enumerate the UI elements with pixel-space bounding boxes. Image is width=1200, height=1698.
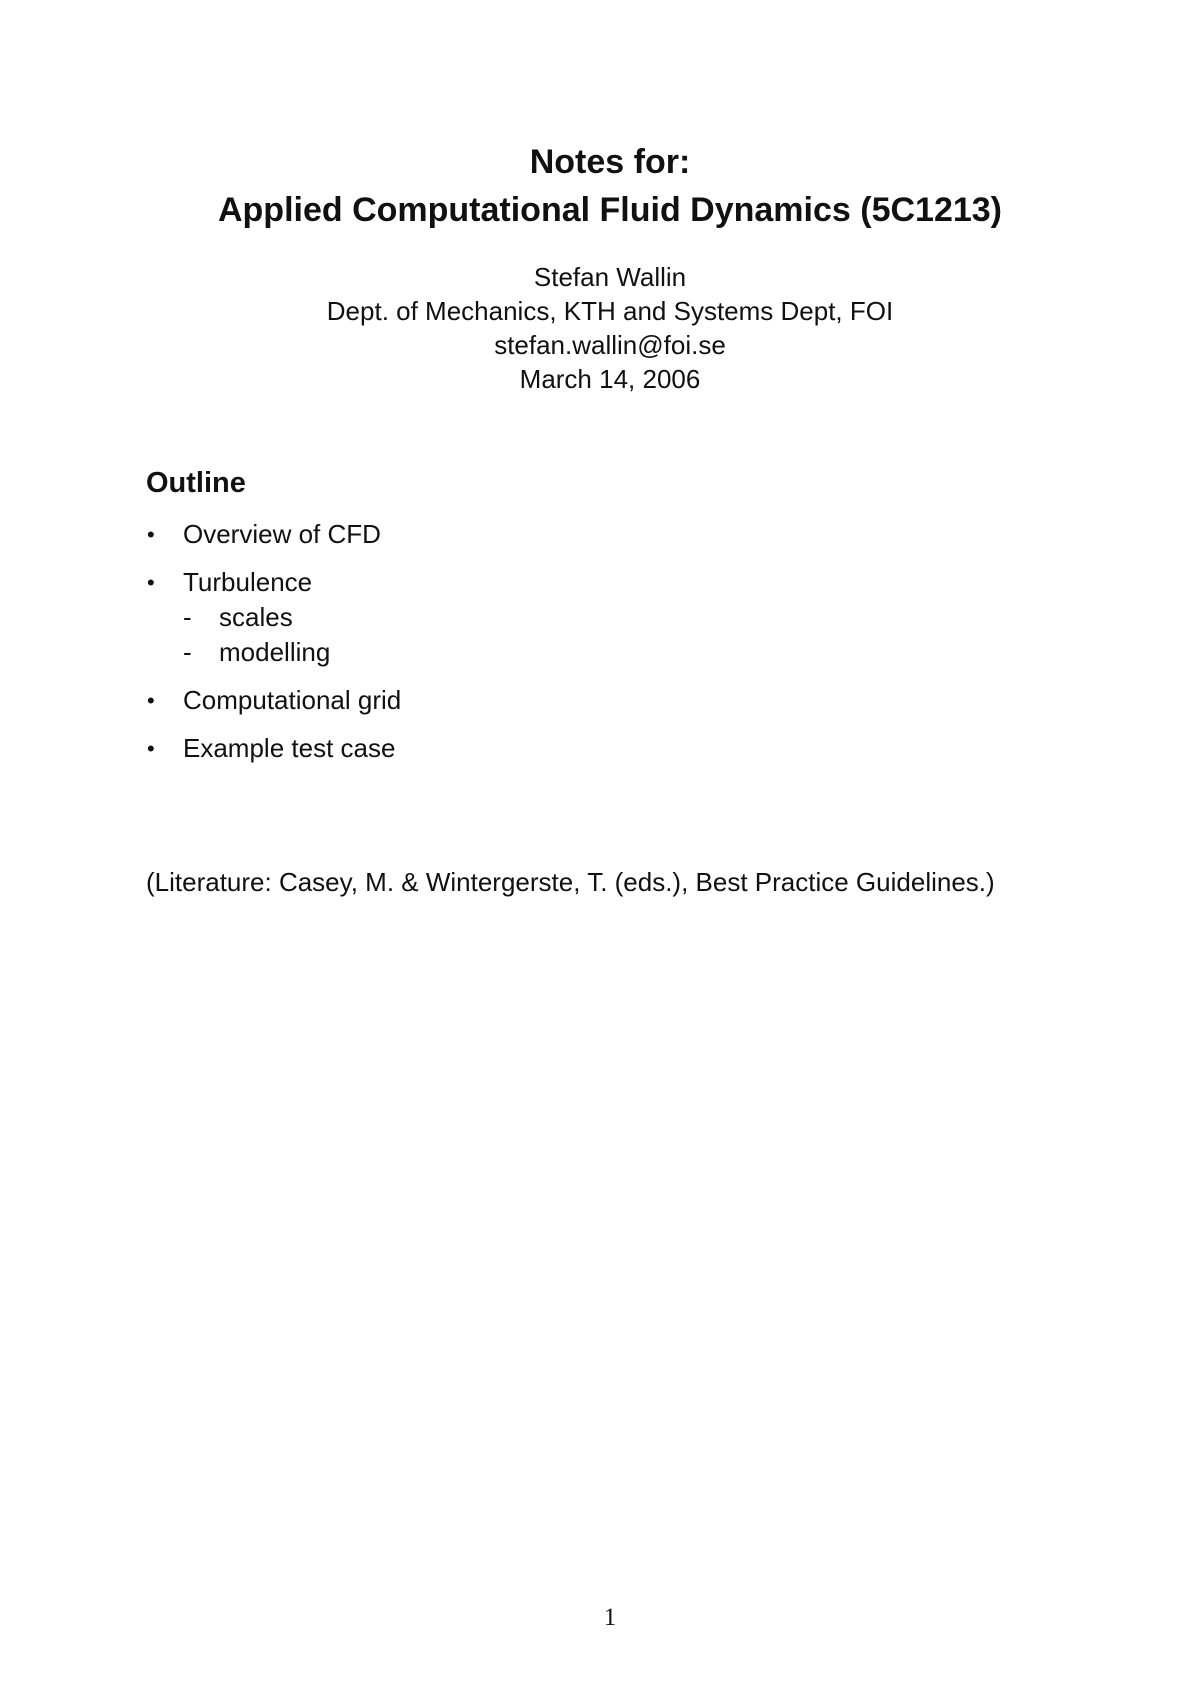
outline-item-label: Computational grid: [183, 685, 402, 715]
literature-note: (Literature: Casey, M. & Wintergerste, T. (eds.), Best Practice Guidelines.): [146, 867, 995, 897]
subitem-marker: -: [183, 637, 192, 667]
bullet-marker: •: [147, 688, 155, 713]
outline-subitem-label: scales: [219, 602, 293, 632]
subitem-marker: -: [183, 602, 192, 632]
bullet-marker: •: [147, 522, 155, 547]
author-block: [0, 260, 1200, 396]
author-email: stefan.wallin@foi.se: [494, 330, 726, 360]
outline-item-example-test-case: [146, 731, 1046, 766]
bullet-marker: •: [147, 570, 155, 595]
author-name: Stefan Wallin: [533, 262, 687, 292]
outline-subitem-modelling: [183, 635, 1046, 670]
outline-heading: Outline: [146, 467, 246, 499]
bullet-marker: •: [147, 736, 155, 761]
title-line-2: Applied Computational Fluid Dynamics (5C1213): [217, 191, 1002, 229]
document-title: [0, 138, 1200, 234]
outline-item-label: Overview of CFD: [183, 519, 381, 549]
outline-subitem-scales: [183, 600, 1046, 635]
outline-item-label: Turbulence: [183, 567, 313, 597]
page-number: 1: [603, 1604, 617, 1631]
outline-subitem-label: modelling: [219, 637, 331, 667]
outline-item-overview: [146, 517, 1046, 552]
document-date: March 14, 2006: [519, 364, 701, 394]
outline-item-label: Example test case: [183, 733, 396, 763]
author-affiliation: Dept. of Mechanics, KTH and Systems Dept, FOI: [326, 296, 894, 326]
outline-list: [146, 517, 1046, 779]
outline-item-turbulence: [146, 565, 1046, 670]
outline-item-computational-grid: [146, 683, 1046, 718]
title-line-1: Notes for:: [529, 143, 691, 181]
